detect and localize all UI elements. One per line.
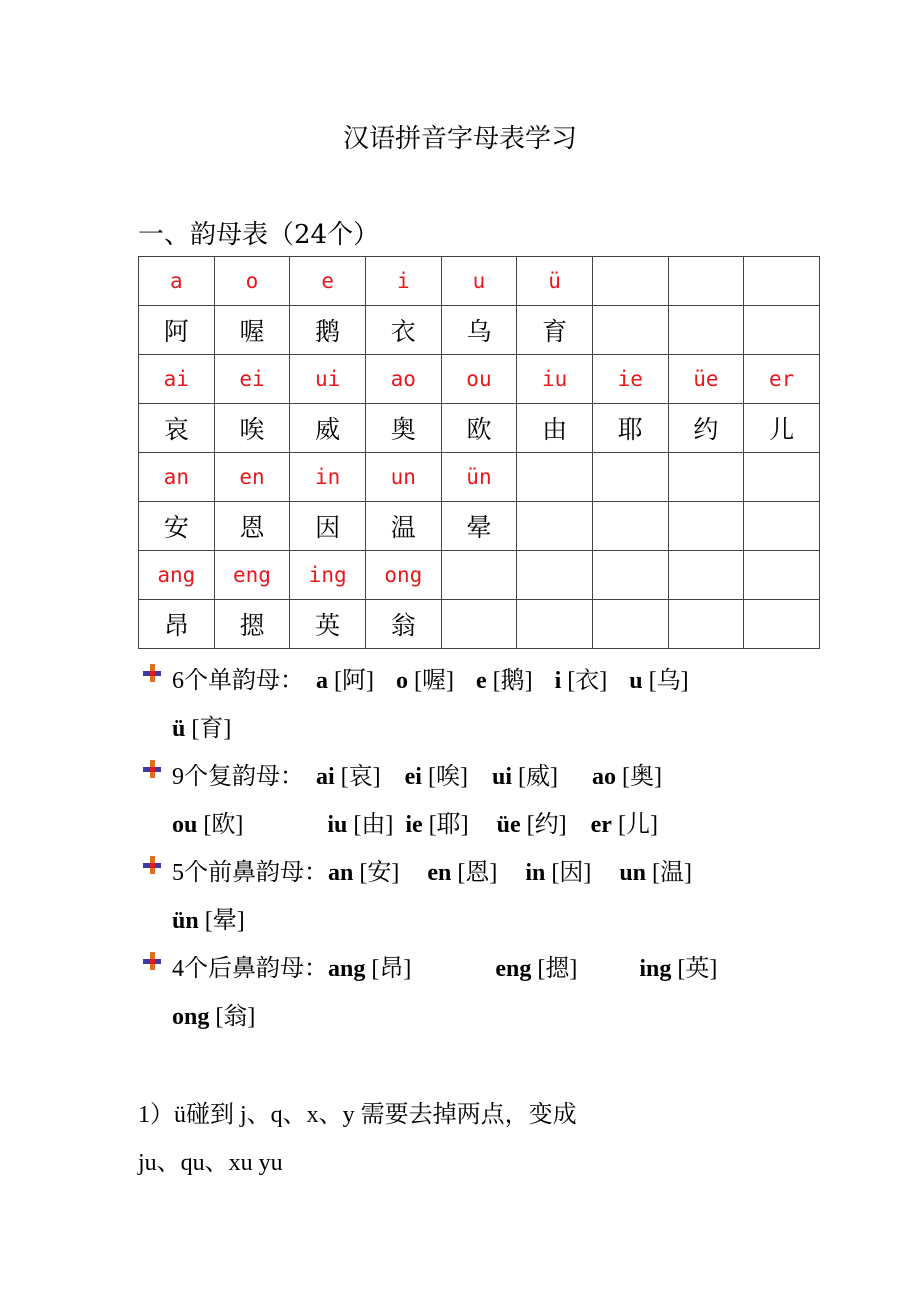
final-pinyin: in xyxy=(525,860,546,886)
hanzi-cell: 恩 xyxy=(214,502,290,551)
pinyin-cell xyxy=(744,257,820,306)
final-item xyxy=(328,860,399,886)
hanzi-cell xyxy=(517,502,593,551)
pinyin-row xyxy=(139,551,820,600)
finals-table xyxy=(138,256,820,649)
final-pinyin: u xyxy=(629,668,643,694)
final-item xyxy=(396,668,454,694)
hanzi-cell xyxy=(668,306,744,355)
hanzi-row xyxy=(139,600,820,649)
pinyin-cell: er xyxy=(744,355,820,404)
pinyin-cell: en xyxy=(214,453,290,502)
final-hanzi: [衣] xyxy=(567,668,608,694)
group-label: 6个单韵母： xyxy=(172,668,304,694)
final-item xyxy=(495,956,577,982)
hanzi-cell: 欧 xyxy=(441,404,517,453)
group-label: 5个前鼻韵母： xyxy=(172,860,328,886)
hanzi-cell: 奥 xyxy=(365,404,441,453)
group-line-4-cont xyxy=(172,996,255,1031)
hanzi-cell xyxy=(592,306,668,355)
hanzi-cell: 昂 xyxy=(139,600,215,649)
final-hanzi: [恩] xyxy=(457,860,498,886)
hanzi-cell: 喔 xyxy=(214,306,290,355)
hanzi-row xyxy=(139,306,820,355)
final-pinyin: an xyxy=(328,860,354,886)
final-hanzi: [晕] xyxy=(204,908,245,934)
group-line-2-cont xyxy=(172,804,658,839)
pinyin-row xyxy=(139,257,820,306)
pinyin-row xyxy=(139,355,820,404)
final-pinyin: ü xyxy=(172,716,186,742)
final-hanzi: [奥] xyxy=(621,764,662,790)
final-hanzi: [威] xyxy=(517,764,558,790)
pinyin-cell xyxy=(668,551,744,600)
final-hanzi: [欧] xyxy=(203,812,244,838)
final-pinyin: üe xyxy=(496,812,521,838)
final-pinyin: e xyxy=(475,668,487,694)
final-pinyin: iu xyxy=(327,812,348,838)
hanzi-cell: 翁 xyxy=(365,600,441,649)
final-pinyin: ei xyxy=(404,764,422,790)
group-label: 4个后鼻韵母： xyxy=(172,956,328,982)
hanzi-cell: 安 xyxy=(139,502,215,551)
hanzi-cell: 因 xyxy=(290,502,366,551)
group-line-1-cont xyxy=(172,708,231,743)
pinyin-cell: eng xyxy=(214,551,290,600)
pinyin-cell xyxy=(441,551,517,600)
pinyin-cell xyxy=(744,551,820,600)
final-item xyxy=(172,908,245,934)
final-item xyxy=(172,1004,255,1030)
bullet-icon xyxy=(141,854,163,876)
final-item xyxy=(327,812,393,838)
final-hanzi: [儿] xyxy=(617,812,658,838)
pinyin-cell: i xyxy=(365,257,441,306)
hanzi-cell: 晕 xyxy=(441,502,517,551)
note-line-2: ju、qu、xu yu xyxy=(138,1150,283,1176)
group-line-3-cont xyxy=(172,900,245,935)
final-pinyin: ong xyxy=(172,1004,210,1030)
pinyin-cell xyxy=(668,453,744,502)
final-pinyin: o xyxy=(395,668,408,694)
final-hanzi: [翁] xyxy=(215,1004,256,1030)
final-item xyxy=(405,764,468,790)
final-pinyin: ang xyxy=(328,956,366,982)
final-item xyxy=(639,956,717,982)
final-hanzi: [乌] xyxy=(648,668,689,694)
final-pinyin: i xyxy=(554,668,562,694)
hanzi-cell xyxy=(668,600,744,649)
pinyin-cell: ong xyxy=(365,551,441,600)
hanzi-row xyxy=(139,502,820,551)
final-hanzi: [安] xyxy=(359,860,400,886)
final-hanzi: [育] xyxy=(191,716,232,742)
hanzi-cell xyxy=(744,600,820,649)
hanzi-cell: 儿 xyxy=(744,404,820,453)
final-pinyin: ai xyxy=(316,764,335,790)
hanzi-cell xyxy=(592,600,668,649)
hanzi-row xyxy=(139,404,820,453)
group-line-4 xyxy=(172,948,717,983)
group-line-3 xyxy=(172,852,692,887)
group-line-2 xyxy=(172,756,662,791)
hanzi-cell xyxy=(668,502,744,551)
hanzi-cell: 衣 xyxy=(365,306,441,355)
final-hanzi: [哀] xyxy=(340,764,381,790)
final-pinyin: ie xyxy=(405,812,423,838)
hanzi-cell xyxy=(592,502,668,551)
page-title: 汉语拼音字母表学习 xyxy=(342,124,577,154)
hanzi-cell: 温 xyxy=(365,502,441,551)
hanzi-cell: 英 xyxy=(290,600,366,649)
pinyin-cell: e xyxy=(290,257,366,306)
final-item xyxy=(405,812,468,838)
final-pinyin: ün xyxy=(172,908,199,934)
final-item xyxy=(525,860,591,886)
final-item xyxy=(316,668,374,694)
final-pinyin: en xyxy=(427,860,452,886)
final-pinyin: eng xyxy=(495,956,532,982)
pinyin-cell: ao xyxy=(365,355,441,404)
group-label: 9个复韵母： xyxy=(172,764,304,790)
hanzi-cell: 约 xyxy=(668,404,744,453)
final-item xyxy=(591,812,658,838)
pinyin-cell: ang xyxy=(139,551,215,600)
final-item xyxy=(316,764,381,790)
hanzi-cell xyxy=(517,600,593,649)
pinyin-cell: ou xyxy=(441,355,517,404)
final-pinyin: er xyxy=(590,812,612,838)
group-line-1 xyxy=(172,660,689,695)
note-line-1: 1）ü碰到 j、q、x、y 需要去掉两点，变成 xyxy=(138,1102,577,1128)
hanzi-cell: 育 xyxy=(517,306,593,355)
final-item xyxy=(328,956,411,982)
pinyin-cell: iu xyxy=(517,355,593,404)
final-item xyxy=(427,860,497,886)
pinyin-cell: a xyxy=(139,257,215,306)
pinyin-cell: o xyxy=(214,257,290,306)
final-pinyin: ao xyxy=(591,764,616,790)
final-item xyxy=(172,812,243,838)
final-hanzi: [鹅] xyxy=(492,668,533,694)
final-pinyin: ing xyxy=(639,956,672,982)
pinyin-row xyxy=(139,453,820,502)
pinyin-cell: ing xyxy=(290,551,366,600)
pinyin-cell: an xyxy=(139,453,215,502)
final-item xyxy=(492,764,558,790)
pinyin-cell: ui xyxy=(290,355,366,404)
pinyin-cell: ei xyxy=(214,355,290,404)
final-pinyin: un xyxy=(619,860,647,886)
pinyin-cell: ie xyxy=(592,355,668,404)
pinyin-cell xyxy=(592,257,668,306)
hanzi-cell xyxy=(441,600,517,649)
pinyin-cell: ai xyxy=(139,355,215,404)
final-hanzi: [因] xyxy=(551,860,592,886)
final-hanzi: [英] xyxy=(677,956,718,982)
hanzi-cell: 由 xyxy=(517,404,593,453)
final-hanzi: [阿] xyxy=(334,668,374,694)
hanzi-cell: 威 xyxy=(290,404,366,453)
final-pinyin: a xyxy=(316,668,328,694)
pinyin-cell xyxy=(517,453,593,502)
hanzi-cell: 唉 xyxy=(214,404,290,453)
final-item xyxy=(619,860,692,886)
final-hanzi: [耶] xyxy=(428,812,469,838)
pinyin-cell: ü xyxy=(517,257,593,306)
final-pinyin: ou xyxy=(172,812,198,838)
final-item xyxy=(629,668,688,694)
final-item xyxy=(497,812,567,838)
final-hanzi: [昂] xyxy=(371,956,412,982)
section-heading: 一、韵母表（24个） xyxy=(138,220,380,250)
pinyin-cell: ün xyxy=(441,453,517,502)
pinyin-cell xyxy=(517,551,593,600)
hanzi-cell: 阿 xyxy=(139,306,215,355)
final-item xyxy=(592,764,662,790)
pinyin-cell: un xyxy=(365,453,441,502)
pinyin-cell xyxy=(592,551,668,600)
final-hanzi: [唉] xyxy=(427,764,468,790)
pinyin-cell: üe xyxy=(668,355,744,404)
final-hanzi: [约] xyxy=(526,812,567,838)
pinyin-cell xyxy=(744,453,820,502)
hanzi-cell xyxy=(744,306,820,355)
final-item xyxy=(555,668,608,694)
final-item xyxy=(476,668,533,694)
hanzi-cell: 乌 xyxy=(441,306,517,355)
final-hanzi: [由] xyxy=(353,812,394,838)
final-hanzi: [温] xyxy=(652,860,693,886)
hanzi-cell xyxy=(744,502,820,551)
final-pinyin: ui xyxy=(491,764,512,790)
hanzi-cell: 耶 xyxy=(592,404,668,453)
final-hanzi: [喔] xyxy=(413,668,454,694)
final-hanzi: [摁] xyxy=(537,956,578,982)
final-item xyxy=(172,716,231,742)
pinyin-cell: in xyxy=(290,453,366,502)
pinyin-cell xyxy=(592,453,668,502)
hanzi-cell: 哀 xyxy=(139,404,215,453)
bullet-icon xyxy=(141,950,163,972)
hanzi-cell: 摁 xyxy=(214,600,290,649)
bullet-icon xyxy=(141,758,163,780)
hanzi-cell: 鹅 xyxy=(290,306,366,355)
pinyin-cell: u xyxy=(441,257,517,306)
pinyin-cell xyxy=(668,257,744,306)
bullet-icon xyxy=(141,662,163,684)
